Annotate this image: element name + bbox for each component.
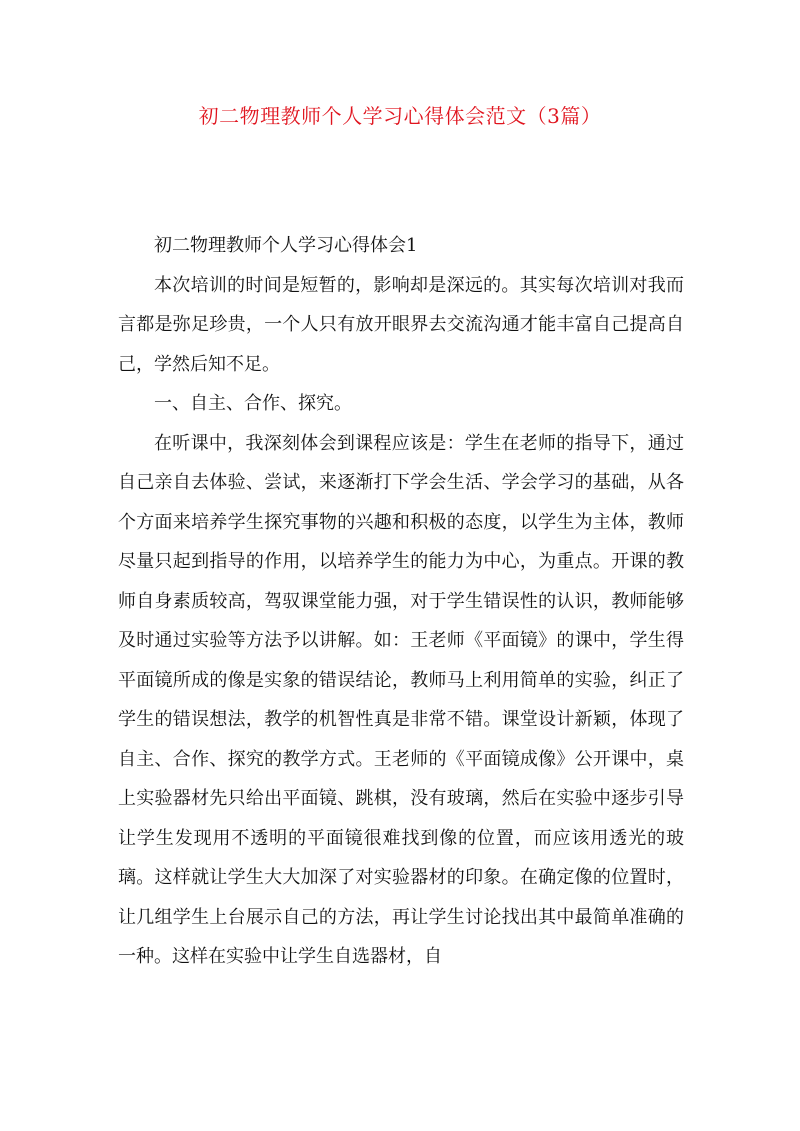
document-title: 初二物理教师个人学习心得体会范文（3篇） — [198, 104, 602, 128]
paragraph-heading-1: 一、自主、合作、探究。 — [154, 393, 352, 414]
paragraph-main: 在听课中，我深刻体会到课程应该是：学生在老师的指导下，通过自己亲自去体验、尝试，来逐渐打下学会生活、学会学习的基础，从各个方面来培养学生探究事物的兴趣和积极的态度，以学生为主体，教师尽量只起到指导的作用，以培养学生的能力为中心，为重点。开课的教师自身素质较高，驾驭课堂能力强，对于学生错误性的认识，教师能够及时通过实验等方法予以讲解。如：王老师《平面镜》的课中，学生得平面镜所成的像是实象的错误结论，教师马上利用简单的实验，纠正了学生的错误想法，教学的机智性真是非常不错。课堂设计新颖，体现了自主、合作、探究的教学方式。王老师的《平面镜成像》公开课中，桌上实验器材先只给出平面镜、跳棋，没有玻璃，然后在实验中逐步引导让学生发现用不透明的平面镜很难找到像的位置，而应该用透光的玻璃。这样就让学生大大加深了对实验器材的印象。在确定像的位置时，让几组学生上台展示自己的方法，再让学生讨论找出其中最简单准确的一种。这样在实验中让学生自选器材，自 — [118, 432, 684, 967]
section-heading: 初二物理教师个人学习心得体会1 — [154, 235, 418, 256]
document-body — [118, 226, 684, 977]
paragraph-intro: 本次培训的时间是短暂的，影响却是深远的。其实每次培训对我而言都是弥足珍贵，一个人只有放开眼界去交流沟通才能丰富自己提高自己，学然后知不足。 — [118, 274, 684, 375]
